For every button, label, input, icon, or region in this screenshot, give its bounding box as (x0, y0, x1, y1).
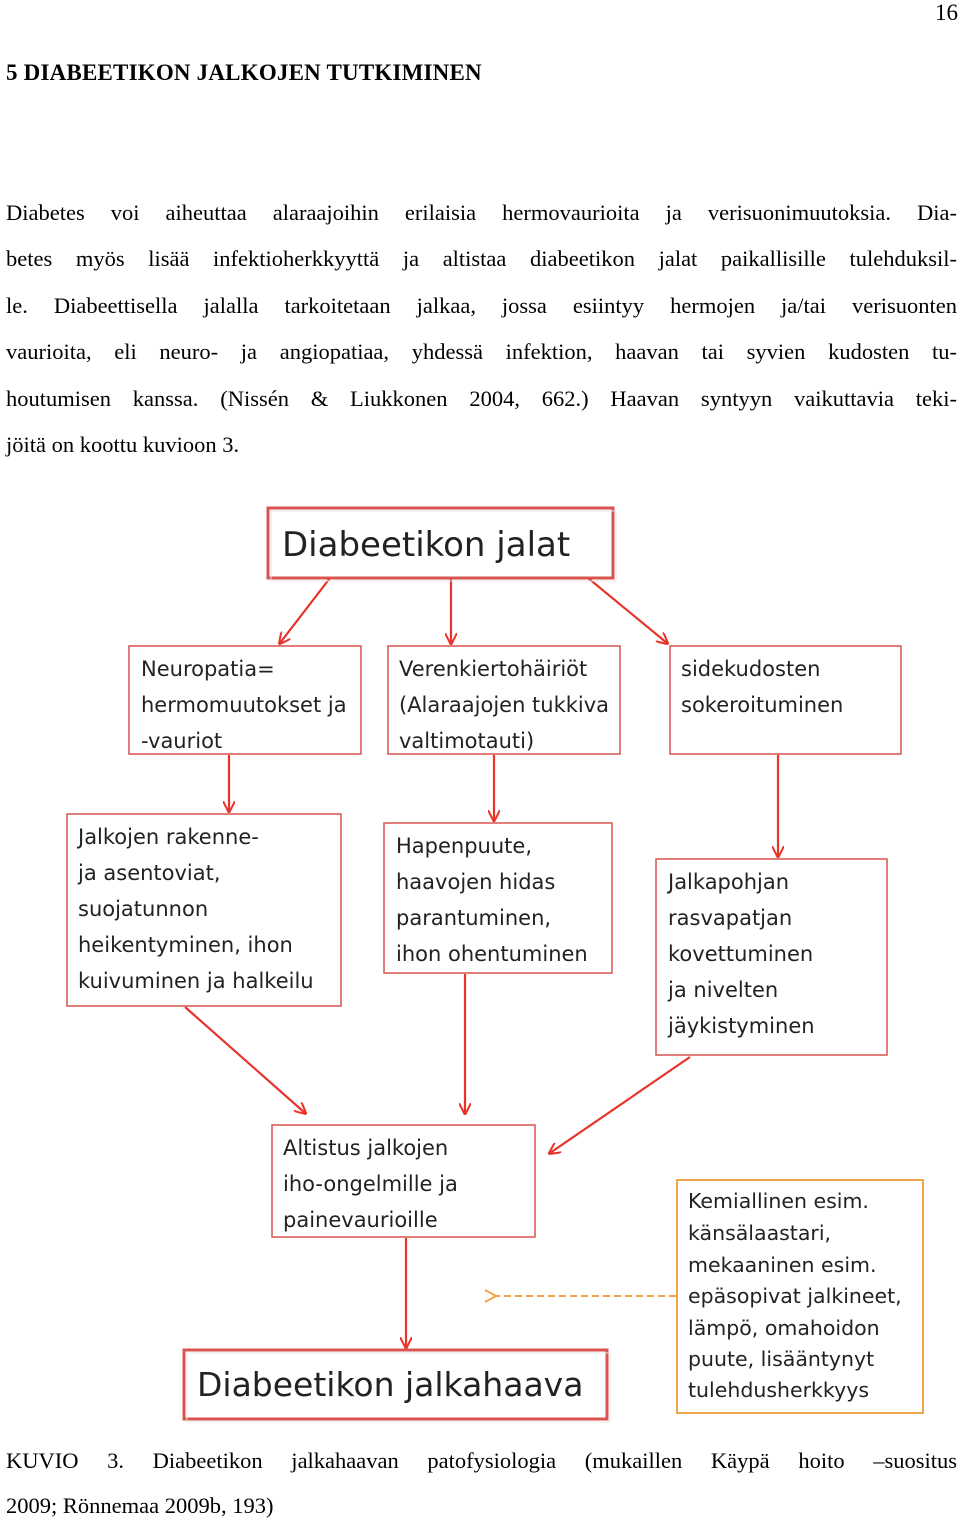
box-line: känsälaastari, (688, 1221, 832, 1245)
box-line: Hapenpuute, (396, 834, 532, 858)
box-external-factors (677, 1180, 923, 1413)
arrow-sole-to-exposure (550, 1057, 690, 1153)
box-line: puute, lisääntynyt (688, 1347, 875, 1371)
box-structural-changes (67, 814, 341, 1006)
box-line: mekaaninen esim. (688, 1253, 877, 1277)
section-heading: 5 DIABEETIKON JALKOJEN TUTKIMINEN (6, 60, 482, 85)
bottom-box (184, 1350, 610, 1422)
box-line: iho-ongelmille ja (283, 1172, 458, 1196)
bottom-box-title: Diabeetikon jalkahaava (197, 1365, 584, 1404)
box-connective-tissue (670, 646, 901, 754)
box-line: Neuropatia= (141, 657, 275, 681)
arrow-top-to-neuropathy (280, 578, 330, 643)
box-line: tulehdusherkkyys (688, 1378, 870, 1402)
box-line: (Alaraajojen tukkiva (399, 693, 610, 717)
arrow-structure-to-exposure (185, 1007, 305, 1113)
box-line: jäykistyminen (668, 1014, 815, 1038)
svg-text:Altistus jalkojen iho-on (283, 1136, 465, 1232)
paragraph-line: jöitä on koottu kuvioon 3. (6, 432, 240, 458)
box-line: hermomuutokset ja (141, 693, 347, 717)
box-line: kuivuminen ja halkeilu (78, 969, 314, 993)
box-line: haavojen hidas (396, 870, 556, 894)
box-line: sidekudosten (681, 657, 821, 681)
box-sole-hardening (656, 859, 887, 1055)
box-line: Verenkiertohäiriöt (399, 657, 588, 681)
page-number: 16 (935, 0, 958, 25)
box-line: valtimotauti) (399, 729, 535, 753)
box-line: ja asentoviat, (78, 861, 221, 885)
arrow-top-to-connective (588, 578, 667, 643)
paragraph-line: betes myös lisää infektioherkkyyttä ja altistaa diabeetikon jalat paikallisille tulehduksil- (6, 246, 957, 272)
box-oxygen-deficit (384, 823, 612, 973)
top-box-title: Diabeetikon jalat (282, 525, 571, 565)
box-line: kovettuminen (668, 942, 814, 966)
box-line: suojatunnon (78, 897, 209, 921)
box-line: Kemiallinen esim. (688, 1189, 869, 1213)
box-line: heikentyminen, ihon (78, 933, 293, 957)
caption-line: 2009; Rönnemaa 2009b, 193) (6, 1493, 274, 1518)
box-line: painevaurioille (283, 1208, 438, 1232)
box-line: Jalkojen rakenne- (78, 825, 259, 849)
paragraph-line: Diabetes voi aiheuttaa alaraajoihin erilaisia hermovaurioita ja verisuonimuutoksia. Dia- (6, 200, 957, 225)
box-circulation (388, 646, 620, 754)
box-line: Altistus jalkojen (283, 1136, 449, 1160)
box-line: lämpö, omahoidon (688, 1316, 880, 1340)
box-line: Jalkapohjan (668, 870, 790, 894)
box-line: rasvapatjan (668, 906, 793, 930)
paragraph-line: houtumisen kanssa. (Nissén & Liukkonen 2004, 662.) Haavan syntyyn vaikuttavia teki- (6, 385, 957, 411)
box-neuropathy (129, 646, 361, 754)
box-line: ihon ohentuminen (396, 942, 588, 966)
box-line: epäsopivat jalkineet, (688, 1284, 902, 1308)
top-box (268, 508, 616, 581)
paragraph-line: vaurioita, eli neuro- ja angiopatiaa, yhdessä infektion, haavan tai syvien kudosten tu- (6, 339, 957, 365)
box-line: parantuminen, (396, 906, 552, 930)
paragraph-line: le. Diabeettisella jalalla tarkoitetaan jalkaa, jossa esiintyy hermojen ja/tai verisuonten (6, 292, 957, 318)
box-line: ja nivelten (668, 978, 779, 1002)
box-line: sokeroituminen (681, 693, 844, 717)
box-exposure (272, 1125, 535, 1237)
box-line: -vauriot (141, 729, 223, 753)
caption-line: KUVIO 3. Diabeetikon jalkahaavan patofysiologia (mukaillen Käypä hoito –suositus (6, 1448, 957, 1473)
